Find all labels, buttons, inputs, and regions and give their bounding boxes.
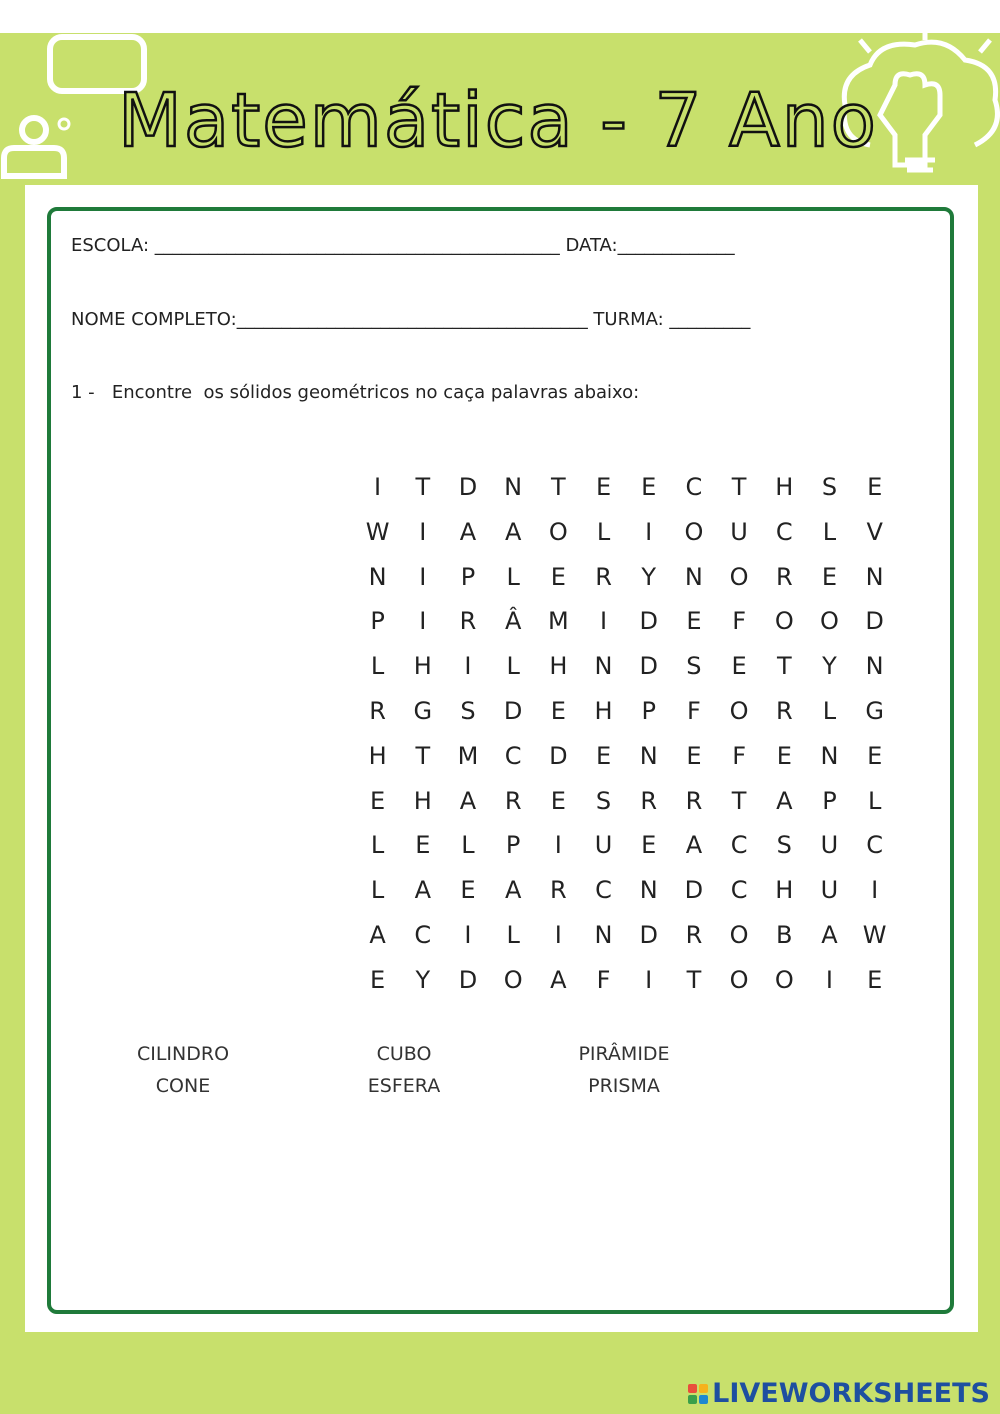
grid-letter[interactable]: E (550, 786, 566, 815)
logo-icon (688, 1384, 708, 1404)
grid-letter[interactable]: E (867, 965, 883, 994)
grid-letter[interactable]: S (821, 473, 838, 501)
grid-letter[interactable]: T (731, 786, 747, 815)
grid-letter[interactable]: C (775, 517, 793, 546)
grid-letter[interactable]: O (503, 965, 523, 994)
grid-letter[interactable]: I (599, 607, 608, 636)
grid-letter[interactable]: R (550, 876, 567, 905)
grid-letter[interactable]: N (368, 562, 387, 591)
grid-letter[interactable]: P (370, 607, 385, 636)
grid-letter[interactable]: N (639, 741, 658, 770)
grid-letter[interactable]: H (775, 876, 794, 905)
grid-letter[interactable]: S (595, 786, 612, 815)
grid-letter[interactable]: L (370, 876, 385, 905)
grid-letter[interactable]: C (504, 741, 522, 770)
liveworksheets-logo (688, 1378, 990, 1409)
grid-letter[interactable]: O (729, 965, 749, 994)
grid-letter[interactable]: L (370, 652, 385, 681)
grid-letter[interactable]: N (865, 562, 884, 591)
grid-letter[interactable]: A (550, 965, 567, 994)
grid-letter[interactable]: I (464, 652, 472, 681)
grid-letter[interactable]: H (413, 786, 432, 815)
logo-text: LIVEWORKSHEETS (712, 1378, 990, 1409)
grid-letter[interactable]: U (820, 876, 839, 905)
grid-letter[interactable]: R (775, 696, 793, 725)
grid-letter[interactable]: M (457, 741, 479, 770)
grid-letter[interactable]: L (506, 652, 520, 681)
grid-letter[interactable]: S (776, 831, 792, 860)
grid-letter[interactable]: E (731, 652, 747, 681)
word-prisma: PRISMA (588, 1075, 660, 1097)
grid-letter[interactable]: I (419, 517, 427, 546)
grid-letter[interactable]: E (460, 876, 476, 905)
grid-letter[interactable]: E (415, 831, 431, 860)
grid-letter[interactable]: E (867, 473, 883, 501)
grid-letter[interactable]: H (413, 652, 432, 681)
grid-letter[interactable]: H (594, 696, 613, 725)
grid-letter[interactable]: P (822, 786, 837, 815)
grid-letter[interactable]: T (731, 473, 747, 501)
grid-letter[interactable]: L (506, 562, 520, 591)
grid-letter[interactable]: N (639, 876, 658, 905)
grid-letter[interactable]: I (554, 920, 562, 949)
grid-letter[interactable]: A (369, 920, 386, 949)
grid-letter[interactable]: N (820, 741, 839, 770)
grid-letter[interactable]: C (685, 473, 703, 501)
grid-letter[interactable]: N (865, 652, 884, 681)
grid-letter[interactable]: U (730, 517, 748, 546)
grid-letter[interactable]: E (686, 741, 702, 770)
grid-letter[interactable]: Y (822, 652, 837, 681)
grid-letter[interactable]: W (365, 517, 390, 546)
grid-letter[interactable]: Â (504, 607, 522, 636)
word-esfera: ESFERA (367, 1075, 441, 1097)
grid-letter[interactable]: I (419, 607, 427, 636)
grid-letter[interactable]: D (639, 920, 658, 949)
grid-letter[interactable]: A (459, 786, 477, 815)
grid-letter[interactable]: B (776, 920, 793, 949)
grid-letter[interactable]: N (594, 920, 613, 949)
grid-letter[interactable]: E (641, 831, 657, 860)
word-cilindro: CILINDRO (136, 1043, 230, 1065)
grid-letter[interactable]: R (640, 786, 658, 815)
grid-letter[interactable]: I (419, 562, 427, 591)
grid-letter[interactable]: E (550, 696, 566, 725)
grid-letter[interactable]: E (595, 473, 612, 501)
grid-letter[interactable]: O (548, 517, 568, 546)
grid-letter[interactable]: R (504, 786, 522, 815)
grid-letter[interactable]: R (369, 696, 386, 725)
grid-letter[interactable]: E (821, 562, 838, 591)
grid-letter[interactable]: U (594, 831, 613, 860)
grid-letter[interactable]: I (374, 473, 382, 501)
grid-letter[interactable]: T (415, 741, 431, 770)
grid-letter[interactable]: I (825, 965, 833, 994)
grid-letter[interactable]: R (685, 786, 703, 815)
grid-letter[interactable]: A (414, 876, 431, 905)
grid-letter[interactable]: F (596, 965, 611, 994)
word-cone: CONE (155, 1075, 211, 1097)
grid-letter[interactable]: O (774, 607, 794, 636)
grid-letter[interactable]: P (641, 696, 656, 725)
grid-letter[interactable]: H (775, 473, 794, 501)
user-icon (4, 118, 69, 176)
grid-letter[interactable]: F (732, 607, 746, 636)
grid-letter[interactable]: C (730, 876, 748, 905)
grid-letter[interactable]: D (865, 607, 884, 636)
grid-letter[interactable]: A (504, 876, 522, 905)
grid-letter[interactable]: L (822, 696, 837, 725)
grid-letter[interactable]: N (684, 562, 703, 591)
grid-letter[interactable]: T (686, 965, 702, 994)
grid-letter[interactable]: D (684, 876, 704, 905)
grid-letter[interactable]: F (687, 696, 701, 725)
word-cubo: CUBO (376, 1043, 432, 1065)
grid-letter[interactable]: A (821, 920, 838, 949)
page-title: Matemática - 7 Ano (118, 78, 878, 164)
grid-letter[interactable]: C (730, 831, 748, 860)
grid-letter[interactable]: M (547, 607, 569, 636)
grid-letter[interactable]: E (867, 741, 883, 770)
grid-letter[interactable]: D (639, 607, 658, 636)
grid-letter[interactable]: E (370, 965, 386, 994)
grid-letter[interactable]: P (460, 562, 476, 591)
grid-letter[interactable]: I (645, 517, 653, 546)
grid-letter[interactable]: O (774, 965, 794, 994)
grid-letter[interactable]: O (729, 562, 749, 591)
grid-letter[interactable]: P (505, 831, 521, 860)
grid-letter[interactable]: I (464, 920, 472, 949)
grid-letter[interactable]: E (641, 473, 657, 501)
grid-letter[interactable]: L (596, 517, 611, 546)
grid-letter[interactable]: O (729, 696, 749, 725)
grid-letter[interactable]: Y (641, 562, 657, 591)
grid-letter[interactable]: L (370, 831, 385, 860)
grid-letter[interactable]: C (595, 876, 612, 905)
grid-letter[interactable]: R (459, 607, 477, 636)
grid-letter[interactable]: I (645, 965, 653, 994)
grid-letter[interactable]: L (506, 920, 520, 949)
grid-letter[interactable]: O (729, 920, 749, 949)
grid-letter[interactable]: S (686, 652, 702, 681)
grid-letter[interactable]: U (820, 831, 839, 860)
grid-letter[interactable]: S (460, 696, 476, 725)
grid-letter[interactable]: D (458, 965, 478, 994)
grid-letter[interactable]: I (871, 876, 879, 905)
grid-letter[interactable]: H (549, 652, 568, 681)
grid-letter[interactable]: D (549, 741, 568, 770)
grid-letter[interactable]: W (862, 920, 887, 949)
grid-letter[interactable]: D (458, 473, 478, 501)
grid-letter[interactable]: E (776, 741, 792, 770)
school-date-line[interactable]: ESCOLA: _____________________________________________ DATA:_____________ (71, 235, 735, 256)
grid-letter[interactable]: F (732, 741, 746, 770)
grid-letter[interactable]: L (822, 517, 837, 546)
grid-letter[interactable]: G (413, 696, 433, 725)
grid-letter[interactable]: L (461, 831, 475, 860)
grid-letter[interactable]: A (685, 831, 703, 860)
grid-letter[interactable]: C (414, 920, 432, 949)
grid-letter[interactable]: N (594, 652, 613, 681)
grid-letter[interactable]: R (775, 562, 793, 591)
name-class-line[interactable]: NOME COMPLETO:_______________________________________ TURMA: _________ (71, 309, 751, 330)
grid-letter[interactable]: O (820, 607, 839, 636)
grid-letter[interactable]: L (867, 786, 882, 815)
grid-letter[interactable]: A (504, 517, 522, 546)
grid-letter[interactable]: E (550, 562, 566, 591)
grid-letter[interactable]: T (415, 473, 431, 501)
grid-letter[interactable]: R (595, 562, 612, 591)
grid-letter[interactable]: Y (415, 965, 431, 994)
question-text: 1 - Encontre os sólidos geométricos no caça palavras abaixo: (71, 382, 640, 403)
word-search-grid[interactable] (355, 470, 897, 1008)
grid-letter[interactable]: V (866, 517, 883, 546)
grid-letter[interactable]: H (368, 741, 387, 770)
grid-letter[interactable]: A (776, 786, 793, 815)
grid-letter[interactable]: C (866, 831, 884, 860)
grid-letter[interactable]: E (370, 786, 386, 815)
grid-letter[interactable]: R (685, 920, 703, 949)
grid-letter[interactable]: O (684, 517, 704, 546)
grid-letter[interactable]: T (776, 652, 792, 681)
grid-letter[interactable]: E (595, 741, 612, 770)
word-piramide: PIRÂMIDE (578, 1043, 670, 1065)
grid-letter[interactable]: D (639, 652, 658, 681)
grid-letter[interactable]: A (459, 517, 477, 546)
grid-letter[interactable]: T (551, 473, 566, 501)
grid-letter[interactable]: I (554, 831, 562, 860)
grid-letter[interactable]: G (865, 696, 884, 725)
grid-letter[interactable]: D (503, 696, 523, 725)
grid-letter[interactable]: N (504, 473, 523, 501)
grid-letter[interactable]: E (686, 607, 702, 636)
